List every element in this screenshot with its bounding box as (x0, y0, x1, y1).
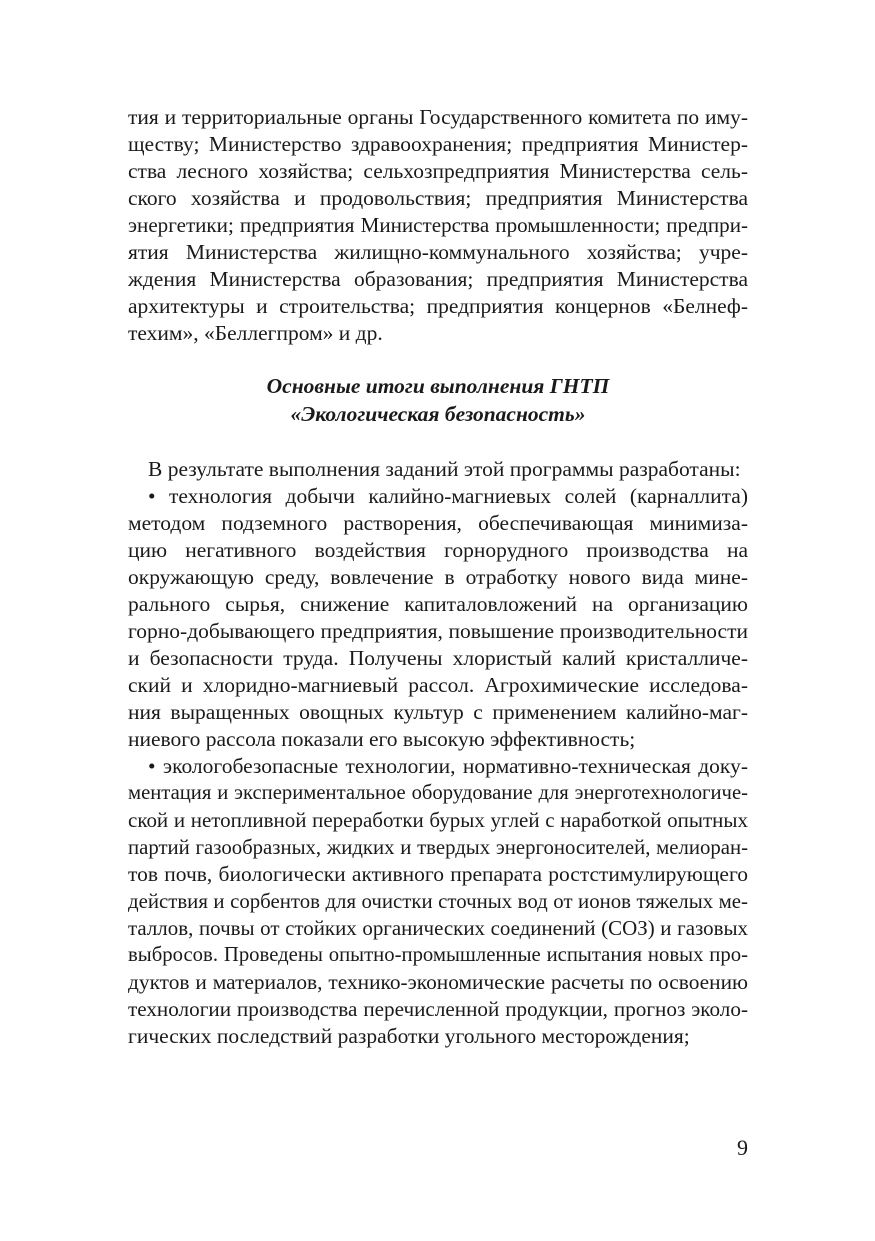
text-line: ского хозяйства и продовольствия; предприятия Министерства (128, 186, 748, 210)
text-line: техим», «Беллегпром» и др. (128, 321, 383, 345)
text-line: и безопасности труда. Получены хлористый калий кристалличе- (128, 646, 748, 670)
text-line: архитектуры и строительства; предприятия концернов «Белнеф- (128, 294, 748, 318)
section-heading-line-2: «Экологическая безопасность» (290, 402, 586, 426)
text-line: окружающую среду, вовлечение в отработку нового вида мине- (128, 565, 748, 589)
text-line: тия и территориальные органы Государственного комитета по иму- (128, 105, 748, 129)
text-line: ния выращенных овощных культур с применением калийно-маг- (128, 700, 748, 724)
text-line: рального сырья, снижение капиталовложений на организацию (128, 592, 748, 616)
text-line: ятия Министерства жилищно-коммунального хозяйства; учре- (128, 240, 748, 264)
text-line: ниевого рассола показали его высокую эффективность; (128, 727, 636, 751)
text-line: горно-добывающего предприятия, повышение производительности (128, 619, 748, 643)
paragraph-continuation (128, 104, 748, 347)
text-line: ществу; Министерство здравоохранения; предприятия Министер- (128, 132, 748, 156)
text-line: гических последствий разработки угольного месторождения; (128, 1024, 690, 1048)
page-body (128, 104, 748, 1050)
text-line: ский и хлоридно-магниевый рассол. Агрохимические исследова- (128, 673, 748, 697)
text-line: ской и нетопливной переработки бурых углей с наработкой опытных (128, 808, 748, 832)
text-line: выбросов. Проведены опытно-промышленные испытания новых про- (128, 944, 748, 966)
text-line: ментация и экспериментальное оборудование для энерготехнологиче- (128, 782, 748, 804)
bullet-item-coal-technology (128, 753, 748, 1050)
text-line: действия и сорбентов для очистки сточных вод от ионов тяжелых ме- (128, 889, 748, 913)
section-heading-line-1: Основные итоги выполнения ГНТП (266, 374, 610, 398)
text-line: таллов, почвы от стойких органических соединений (СОЗ) и газовых (128, 916, 748, 940)
text-line: технологии производства перечисленной продукции, прогноз эколо- (128, 997, 748, 1021)
bullet-item-potash-technology (128, 483, 748, 753)
text-line: ждения Министерства образования; предприятия Министерства (128, 267, 748, 291)
text-line: методом подземного растворения, обеспечивающая минимиза- (128, 511, 748, 535)
page-number: 9 (737, 1135, 748, 1160)
text-line: • экологобезопасные технологии, нормативно-техническая доку- (148, 754, 748, 778)
text-line: ства лесного хозяйства; сельхозпредприятия Министерства сель- (128, 159, 748, 183)
section-heading (128, 372, 748, 428)
text-line: В результате выполнения заданий этой программы разработаны: (148, 457, 741, 481)
intro-paragraph (128, 456, 748, 483)
text-line: партий газообразных, жидких и твердых энергоносителей, мелиоран- (128, 836, 748, 859)
text-line: цию негативного воздействия горнорудного производства на (128, 538, 748, 562)
text-line: • технология добычи калийно-магниевых солей (карналлита) (148, 484, 748, 508)
text-line: дуктов и материалов, технико-экономические расчеты по освоению (128, 970, 748, 994)
text-line: энергетики; предприятия Министерства промышленности; предпри- (128, 213, 748, 237)
text-line: тов почв, биологически активного препарата ростстимулирующего (128, 862, 748, 886)
